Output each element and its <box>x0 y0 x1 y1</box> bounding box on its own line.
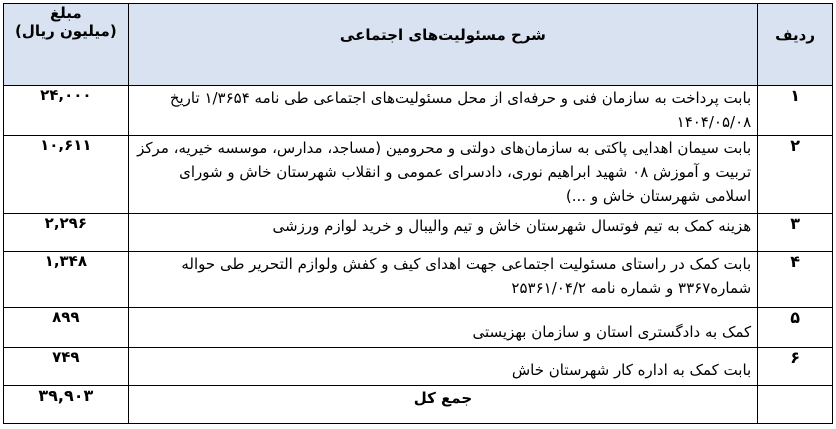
row-amount: ۲۴,۰۰۰ <box>4 86 129 136</box>
table-row <box>4 214 833 252</box>
row-description: هزینه کمک به تیم فوتسال شهرستان خاش و تیم والیبال و خرید لوازم ورزشی <box>128 214 758 252</box>
table-row <box>4 308 833 348</box>
table-row <box>4 136 833 214</box>
table-row <box>4 86 833 136</box>
total-row-number <box>758 386 833 424</box>
description-header: شرح مسئولیت‌های اجتماعی <box>128 4 758 86</box>
row-number: ۶ <box>758 348 833 386</box>
row-number: ۲ <box>758 136 833 214</box>
table-row <box>4 252 833 308</box>
csr-table <box>3 3 833 424</box>
row-amount: ۱۰,۶۱۱ <box>4 136 129 214</box>
total-row <box>4 386 833 424</box>
table-row <box>4 348 833 386</box>
row-amount: ۱,۳۴۸ <box>4 252 129 308</box>
row-number-header: ردیف <box>758 4 833 86</box>
row-number: ۵ <box>758 308 833 348</box>
row-description: بابت سیمان اهدایی پاکتی به سازمان‌های دولتی و محرومین (مساجد، مدارس، موسسه خیریه، مرکز تربیت و آموزش ۰۸ شهید ابراهیم نوری، دادسرای عمومی و انقلاب شهرستان خاش و شورای اسلامی شهرستان خاش و ...) <box>128 136 758 214</box>
row-amount: ۲,۲۹۶ <box>4 214 129 252</box>
row-number: ۴ <box>758 252 833 308</box>
amount-header-unit: (میلیون ریال) <box>14 22 117 40</box>
row-amount: ۸۹۹ <box>4 308 129 348</box>
row-number: ۳ <box>758 214 833 252</box>
row-description: بابت کمک به اداره کار شهرستان خاش <box>128 348 758 386</box>
total-amount: ۳۹,۹۰۳ <box>4 386 129 424</box>
total-label: جمع کل <box>128 386 758 424</box>
amount-header-title: مبلغ <box>49 4 82 22</box>
row-number: ۱ <box>758 86 833 136</box>
row-description: بابت پرداخت به سازمان فنی و حرفه‌ای از محل مسئولیت‌های اجتماعی طی نامه ۱/۳۶۵۴ تاریخ ۱۴۰۴/۰۵/۰۸ <box>128 86 758 136</box>
row-amount: ۷۴۹ <box>4 348 129 386</box>
amount-header <box>4 4 129 86</box>
row-description: کمک به دادگستری استان و سازمان بهزیستی <box>128 308 758 348</box>
header-row <box>4 4 833 86</box>
row-description: بابت کمک در راستای مسئولیت اجتماعی جهت اهدای کیف و کفش ولوازم التحریر طی حواله شماره۳۳۶۷ و شماره نامه ۲۵۳۶۱/۰۴/۲ <box>128 252 758 308</box>
